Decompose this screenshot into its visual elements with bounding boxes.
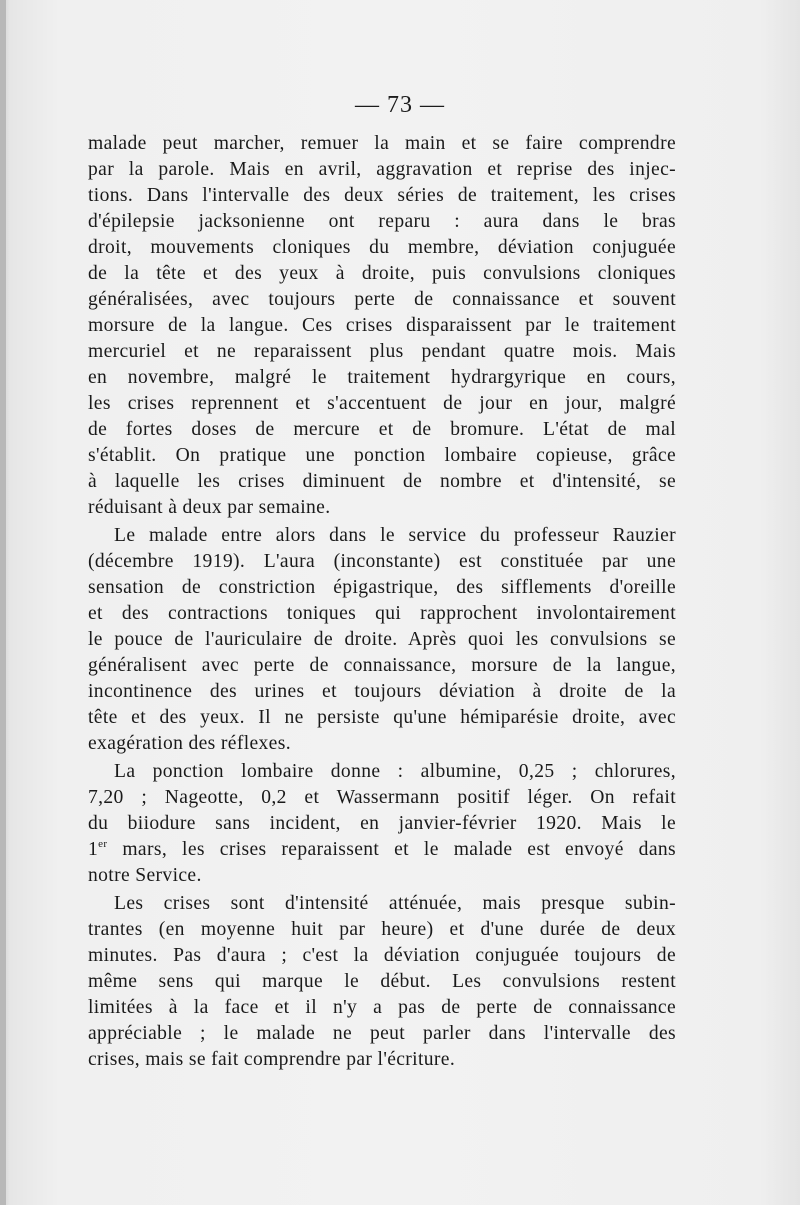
text-line: d'épilepsie jacksonienne ont reparu : aura dans le bras bbox=[88, 211, 676, 232]
text-line: mercuriel et ne reparaissent plus pendant quatre mois. Mais bbox=[88, 341, 676, 362]
text-line: tête et des yeux. Il ne persiste qu'une hémiparésie droite, avec bbox=[88, 707, 676, 728]
text-line: minutes. Pas d'aura ; c'est la déviation conjuguée toujours de bbox=[88, 945, 676, 966]
text-line: de fortes doses de mercure et de bromure. L'état de mal bbox=[88, 419, 676, 440]
text-line: en novembre, malgré le traitement hydrargyrique en cours, bbox=[88, 367, 676, 388]
text-line: 7,20 ; Nageotte, 0,2 et Wassermann positif léger. On refait bbox=[88, 787, 676, 808]
text-line: les crises reprennent et s'accentuent de jour en jour, malgré bbox=[88, 393, 676, 414]
page-number: — 73 — bbox=[355, 92, 445, 118]
text-line: crises, mais se fait comprendre par l'écriture. bbox=[88, 1049, 456, 1070]
text-line: du biiodure sans incident, en janvier-février 1920. Mais le bbox=[88, 813, 676, 834]
text-line: réduisant à deux par semaine. bbox=[88, 497, 331, 518]
text-line: généralisées, avec toujours perte de connaissance et souvent bbox=[88, 289, 676, 310]
paragraph-2 bbox=[88, 523, 676, 757]
text-line: incontinence des urines et toujours déviation à droite de la bbox=[88, 681, 676, 702]
text-line: et des contractions toniques qui rapprochent involontairement bbox=[88, 603, 676, 624]
text-line: généralisent avec perte de connaissance, morsure de la langue, bbox=[88, 655, 676, 676]
text-line: limitées à la face et il n'y a pas de perte de connaissance bbox=[88, 997, 676, 1018]
text-line: le pouce de l'auriculaire de droite. Après quoi les convulsions se bbox=[88, 629, 676, 650]
text-line: Les crises sont d'intensité atténuée, mais presque subin- bbox=[114, 893, 676, 914]
ordinal-number: 1 bbox=[88, 839, 99, 860]
text-line: tions. Dans l'intervalle des deux séries de traitement, les crises bbox=[88, 185, 676, 206]
text-line-with-ordinal bbox=[88, 837, 676, 863]
text-line: trantes (en moyenne huit par heure) et d'une durée de deux bbox=[88, 919, 676, 940]
text-line: La ponction lombaire donne : albumine, 0,25 ; chlorures, bbox=[114, 761, 676, 782]
text-line: même sens qui marque le début. Les convulsions restent bbox=[88, 971, 676, 992]
text-line: notre Service. bbox=[88, 865, 202, 886]
text-line: par la parole. Mais en avril, aggravation et reprise des injec- bbox=[88, 159, 676, 180]
text-line: (décembre 1919). L'aura (inconstante) est constituée par une bbox=[88, 551, 676, 572]
paragraph-4 bbox=[88, 891, 676, 1073]
ordinal-line-rest: mars, les crises reparaissent et le malade est envoyé dans bbox=[107, 839, 676, 860]
text-line: s'établit. On pratique une ponction lombaire copieuse, grâce bbox=[88, 445, 676, 466]
text-line: de la tête et des yeux à droite, puis convulsions cloniques bbox=[88, 263, 676, 284]
text-line: à laquelle les crises diminuent de nombre et d'intensité, se bbox=[88, 471, 676, 492]
text-line: sensation de constriction épigastrique, des sifflements d'oreille bbox=[88, 577, 676, 598]
paragraph-3 bbox=[88, 759, 676, 889]
text-line: droit, mouvements cloniques du membre, déviation conjuguée bbox=[88, 237, 676, 258]
text-line: malade peut marcher, remuer la main et se faire comprendre bbox=[88, 133, 676, 154]
ordinal-suffix: er bbox=[98, 838, 108, 850]
text-line: appréciable ; le malade ne peut parler dans l'intervalle des bbox=[88, 1023, 676, 1044]
text-line: exagération des réflexes. bbox=[88, 733, 291, 754]
body-text bbox=[88, 131, 676, 1075]
page-binding-edge bbox=[0, 0, 6, 1205]
text-line: morsure de la langue. Ces crises disparaissent par le traitement bbox=[88, 315, 676, 336]
paragraph-1 bbox=[88, 131, 676, 521]
text-line: Le malade entre alors dans le service du professeur Rauzier bbox=[114, 525, 676, 546]
